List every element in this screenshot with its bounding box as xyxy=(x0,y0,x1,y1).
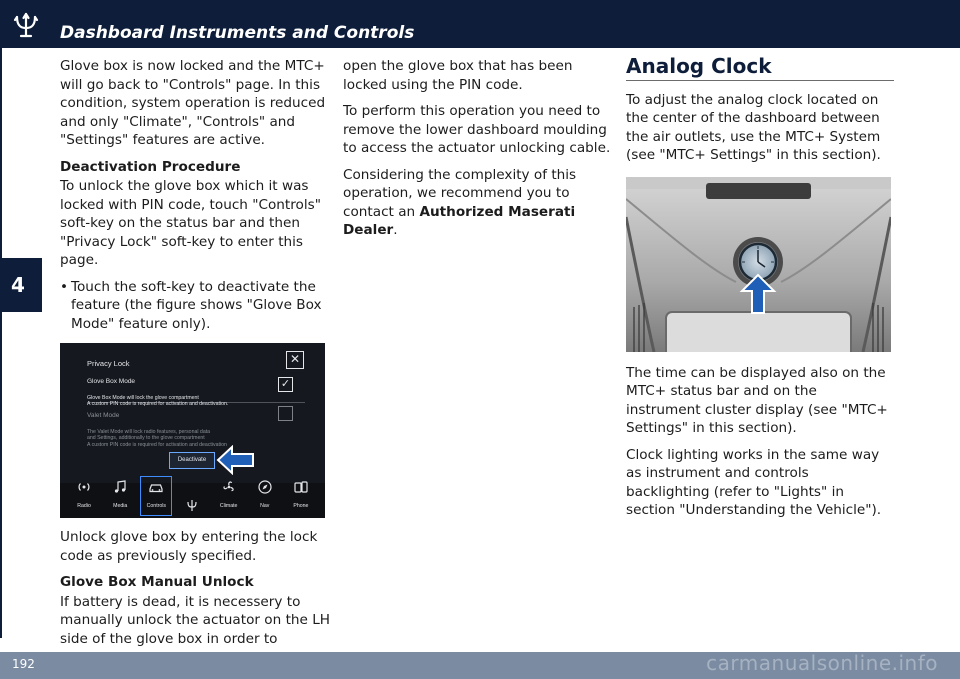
deactivate-button[interactable]: Deactivate xyxy=(169,452,215,469)
compass-icon xyxy=(257,479,273,495)
paragraph: To unlock the glove box which it was locked with PIN code, touch "Controls" soft-key on the status bar and then "Privacy Lock" soft-key to enter this page. xyxy=(60,178,321,268)
dealer-emphasis: Authorized Maserati Dealer xyxy=(343,203,576,238)
paragraph: To adjust the analog clock located on the center of the dashboard between the air outlets, use the MTC+ System (see "MTC+ Settings" in this section). xyxy=(626,91,881,163)
car-icon xyxy=(148,479,164,495)
nav-label: Climate xyxy=(219,502,238,509)
nav-home[interactable] xyxy=(177,497,207,515)
valet-mode-row xyxy=(87,407,277,449)
nav-radio[interactable] xyxy=(69,479,99,516)
glove-box-mode-desc: A custom PIN code is required for activation and deactivation. xyxy=(87,401,229,408)
close-icon[interactable]: ✕ xyxy=(286,351,304,369)
subheading-deactivation: Deactivation Procedure xyxy=(60,158,241,175)
analog-clock-photo xyxy=(626,177,891,352)
paragraph: To perform this operation you need to remove the lower dashboard moulding to access the actuator unlocking cable. xyxy=(343,103,611,156)
glove-box-mode-checkbox[interactable]: ✓ xyxy=(278,377,293,392)
subheading-manual-unlock: Glove Box Manual Unlock xyxy=(60,574,254,590)
nav-label: Media xyxy=(113,502,128,509)
page-number: 192 xyxy=(12,657,35,671)
nav-controls[interactable] xyxy=(141,477,171,516)
nav-label: Phone xyxy=(293,502,309,509)
valet-mode-checkbox[interactable] xyxy=(278,406,293,421)
glove-box-mode-row xyxy=(87,373,305,408)
bullet-text: Touch the soft-key to deactivate the feature (the figure shows "Glove Box Mode" feature only). xyxy=(71,278,322,332)
privacy-lock-screenshot xyxy=(60,343,325,518)
text-column-2 xyxy=(343,57,615,248)
nav-climate[interactable] xyxy=(214,479,244,516)
glove-box-mode-desc: Glove Box Mode will lock the glove compartment xyxy=(87,394,199,401)
left-arrow-icon xyxy=(216,445,256,475)
valet-mode-desc: The Valet Mode will lock radio features, personal data xyxy=(87,428,211,435)
trident-logo-icon xyxy=(184,497,200,513)
bullet-dot: • xyxy=(60,278,69,295)
page-header-title: Dashboard Instruments and Controls xyxy=(60,23,415,43)
nav-label: Controls xyxy=(146,502,166,509)
valet-mode-desc: A custom PIN code is required for activation and deactivation xyxy=(87,442,227,449)
watermark: carmanualsonline.info xyxy=(706,651,938,675)
radio-icon xyxy=(76,479,92,495)
paragraph: If battery is dead, it is necessery to manually unlock the actuator on the LH side of the glove box in order to xyxy=(60,593,330,647)
music-note-icon xyxy=(112,479,128,495)
fan-icon xyxy=(221,479,237,495)
status-bar xyxy=(60,483,325,518)
bullet-item xyxy=(60,278,332,334)
valet-mode-title: Valet Mode xyxy=(87,412,120,419)
section-title: Analog Clock xyxy=(626,57,894,81)
glove-box-mode-title: Glove Box Mode xyxy=(87,378,136,385)
nav-label: Radio xyxy=(77,502,91,509)
nav-media[interactable] xyxy=(105,479,135,516)
nav-phone[interactable] xyxy=(286,479,316,516)
privacy-lock-title: Privacy Lock xyxy=(87,359,130,368)
nav-label: Nav xyxy=(260,502,270,509)
paragraph-text: Considering the complexity of this operation, we recommend you to contact an xyxy=(343,166,577,220)
paragraph-text: . xyxy=(393,222,398,238)
paragraph: Unlock glove box by entering the lock code as previously specified. xyxy=(60,529,318,564)
paragraph: Glove box is now locked and the MTC+ will go back to "Controls" page. In this condition, system operation is reduced and only "Climate", "Controls" and "Settings" features are active. xyxy=(60,58,326,148)
paragraph: The time can be displayed also on the MTC+ status bar and on the instrument cluster display (see "MTC+ Settings" in this section). xyxy=(626,364,888,436)
valet-mode-desc: and Settings, additionally to the glove compartment xyxy=(87,435,205,442)
chapter-edge-line xyxy=(0,48,2,638)
nav-nav[interactable] xyxy=(250,479,280,516)
header-bar xyxy=(0,0,960,48)
phone-icon xyxy=(293,479,309,495)
text-column-3 xyxy=(626,54,894,528)
paragraph xyxy=(343,166,615,240)
chapter-tab: 4 xyxy=(0,258,42,312)
paragraph: Clock lighting works in the same way as instrument and controls backlighting (refer to "Lights" in section "Understanding the Vehicle"). xyxy=(626,446,882,518)
paragraph: open the glove box that has been locked using the PIN code. xyxy=(343,58,573,93)
text-column-1 xyxy=(60,57,332,656)
trident-logo-icon xyxy=(8,6,44,42)
